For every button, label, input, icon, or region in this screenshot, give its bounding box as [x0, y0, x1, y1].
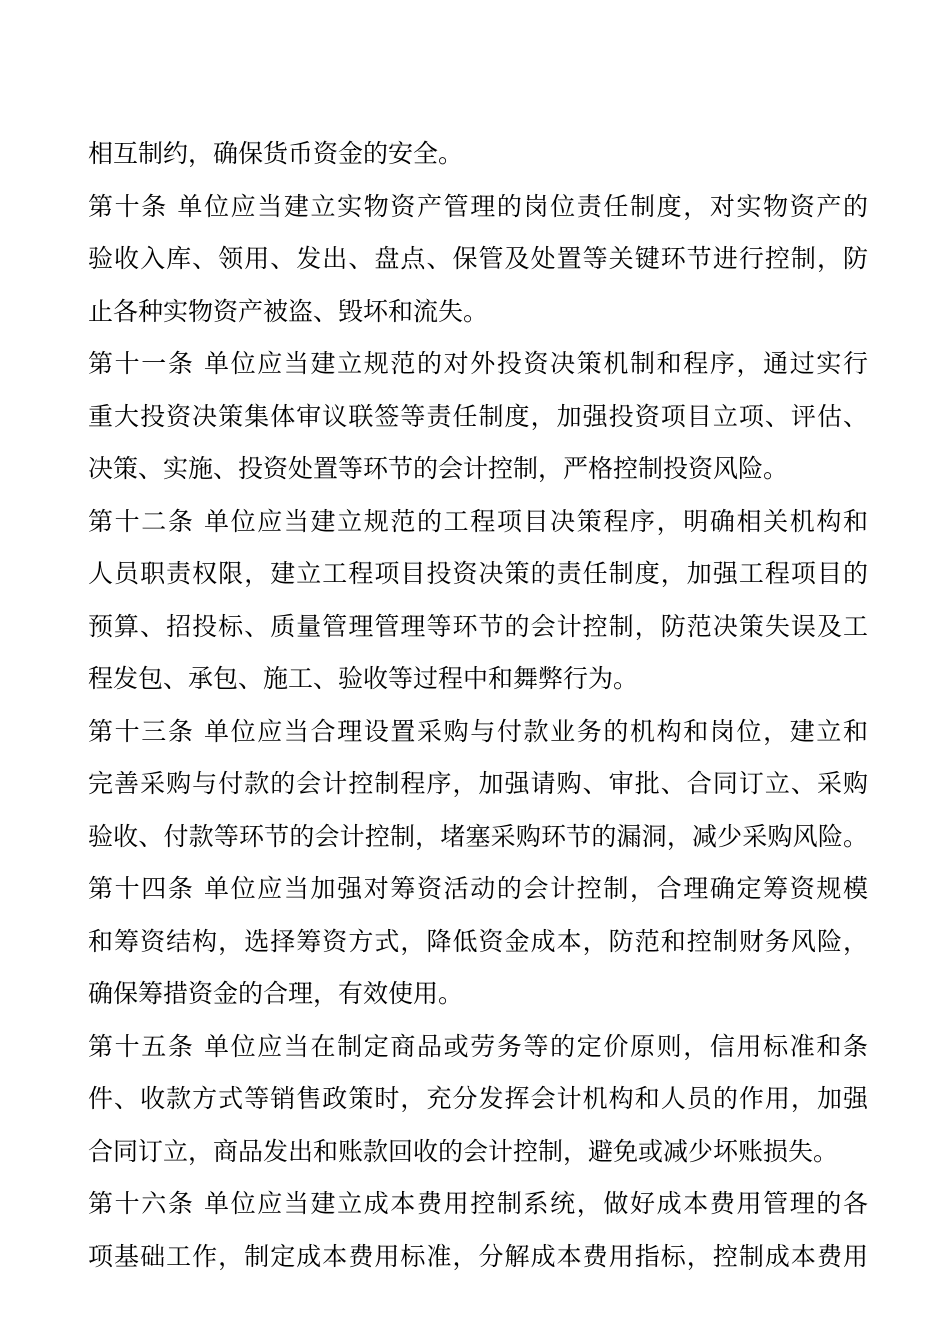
text-line: 第十三条 单位应当合理设置采购与付款业务的机构和岗位，建立和 — [88, 716, 868, 746]
text-line: 止各种实物资产被盗、毁坏和流失。 — [88, 296, 489, 326]
text-line: 验收、付款等环节的会计控制，堵塞采购环节的漏洞，减少采购风险。 — [88, 821, 868, 851]
text-line: 人员职责权限，建立工程项目投资决策的责任制度，加强工程项目的 — [88, 559, 868, 588]
text-line: 第十一条 单位应当建立规范的对外投资决策机制和程序，通过实行 — [88, 349, 868, 378]
text-line: 第十四条 单位应当加强对筹资活动的会计控制，合理确定筹资规模 — [88, 874, 868, 903]
text-line: 第十二条 单位应当建立规范的工程项目决策程序，明确相关机构和 — [88, 506, 868, 536]
text-line: 验收入库、领用、发出、盘点、保管及处置等关键环节进行控制，防 — [88, 244, 868, 273]
text-line: 决策、实施、投资处置等环节的会计控制，严格控制投资风险。 — [88, 454, 789, 483]
text-line: 预算、招投标、质量管理管理等环节的会计控制，防范决策失误及工 — [88, 611, 868, 641]
text-line: 重大投资决策集体审议联签等责任制度，加强投资项目立项、评估、 — [88, 401, 868, 431]
text-line: 确保筹措资金的合理，有效使用。 — [88, 979, 464, 1008]
text-line: 程发包、承包、施工、验收等过程中和舞弊行为。 — [88, 664, 639, 693]
text-line: 第十六条 单位应当建立成本费用控制系统，做好成本费用管理的各 — [88, 1189, 868, 1218]
text-line: 第十条 单位应当建立实物资产管理的岗位责任制度，对实物资产的 — [88, 191, 868, 221]
text-line: 完善采购与付款的会计控制程序，加强请购、审批、合同订立、采购 — [88, 769, 868, 798]
text-line: 相互制约，确保货币资金的安全。 — [88, 139, 464, 168]
text-line: 第十五条 单位应当在制定商品或劳务等的定价原则，信用标准和条 — [88, 1031, 868, 1061]
text-line: 项基础工作，制定成本费用标准，分解成本费用指标，控制成本费用 — [88, 1241, 868, 1271]
text-line: 件、收款方式等销售政策时，充分发挥会计机构和人员的作用，加强 — [88, 1084, 868, 1113]
document-body — [88, 128, 868, 1283]
text-line: 和筹资结构，选择筹资方式，降低资金成本，防范和控制财务风险， — [88, 926, 868, 956]
text-line: 合同订立，商品发出和账款回收的会计控制，避免或减少坏账损失。 — [88, 1136, 839, 1166]
